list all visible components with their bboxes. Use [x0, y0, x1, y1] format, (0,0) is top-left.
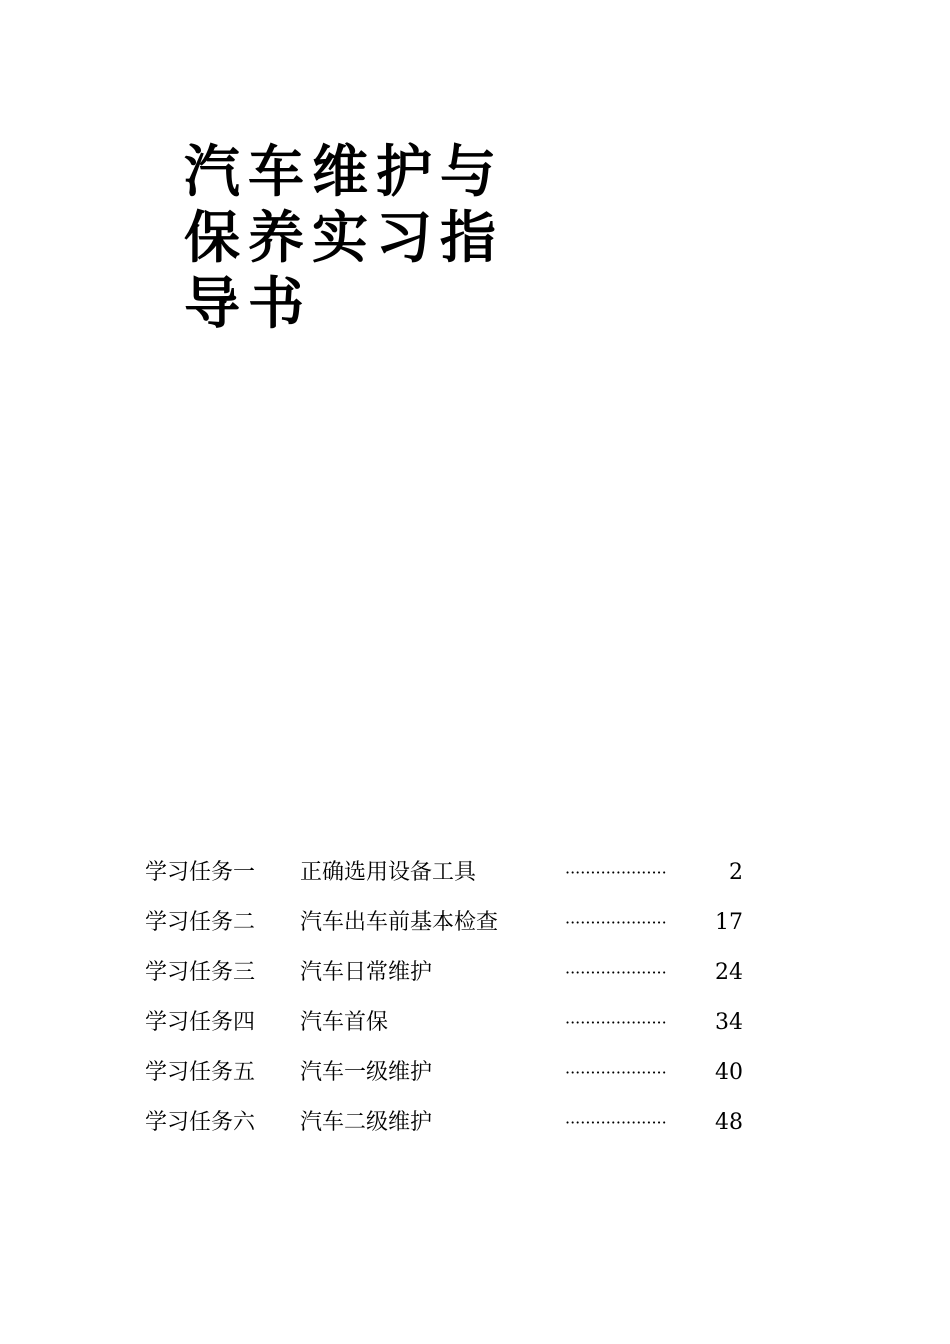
toc-entry-title: 汽车一级维护	[300, 1060, 433, 1085]
toc-task-label: 学习任务六	[145, 1110, 256, 1135]
document-title	[184, 140, 524, 338]
title-line-1: 汽车维护与	[184, 140, 504, 205]
toc-entry-title: 汽车二级维护	[300, 1110, 433, 1135]
toc-entry[interactable]	[145, 898, 745, 948]
title-line-3: 导书	[184, 272, 312, 337]
toc-page-number: 40	[715, 1060, 743, 1085]
toc-page-number: 2	[729, 860, 743, 885]
toc-entry-title: 正确选用设备工具	[300, 860, 477, 885]
toc-entry[interactable]	[145, 998, 745, 1048]
toc-entry-title: 汽车日常维护	[300, 960, 433, 985]
toc-leader-dots: ····················	[565, 1113, 667, 1132]
toc-entry-title: 汽车出车前基本检查	[300, 910, 499, 935]
toc-entry[interactable]	[145, 848, 745, 898]
toc-task-label: 学习任务四	[145, 1010, 256, 1035]
toc-page-number: 34	[715, 1010, 743, 1035]
table-of-contents	[145, 848, 745, 1148]
toc-page-number: 17	[715, 910, 743, 935]
toc-leader-dots: ····················	[565, 1063, 667, 1082]
toc-entry[interactable]	[145, 1048, 745, 1098]
toc-entry[interactable]	[145, 1098, 745, 1148]
toc-leader-dots: ····················	[565, 963, 667, 982]
toc-task-label: 学习任务五	[145, 1060, 256, 1085]
toc-leader-dots: ····················	[565, 863, 667, 882]
toc-leader-dots: ····················	[565, 1013, 667, 1032]
toc-page-number: 48	[715, 1110, 743, 1135]
toc-page-number: 24	[715, 960, 743, 985]
toc-task-label: 学习任务二	[145, 910, 256, 935]
toc-entry[interactable]	[145, 948, 745, 998]
toc-entry-title: 汽车首保	[300, 1010, 389, 1035]
title-line-2: 保养实习指	[184, 206, 504, 271]
toc-task-label: 学习任务一	[145, 860, 256, 885]
toc-leader-dots: ····················	[565, 913, 667, 932]
toc-task-label: 学习任务三	[145, 960, 256, 985]
